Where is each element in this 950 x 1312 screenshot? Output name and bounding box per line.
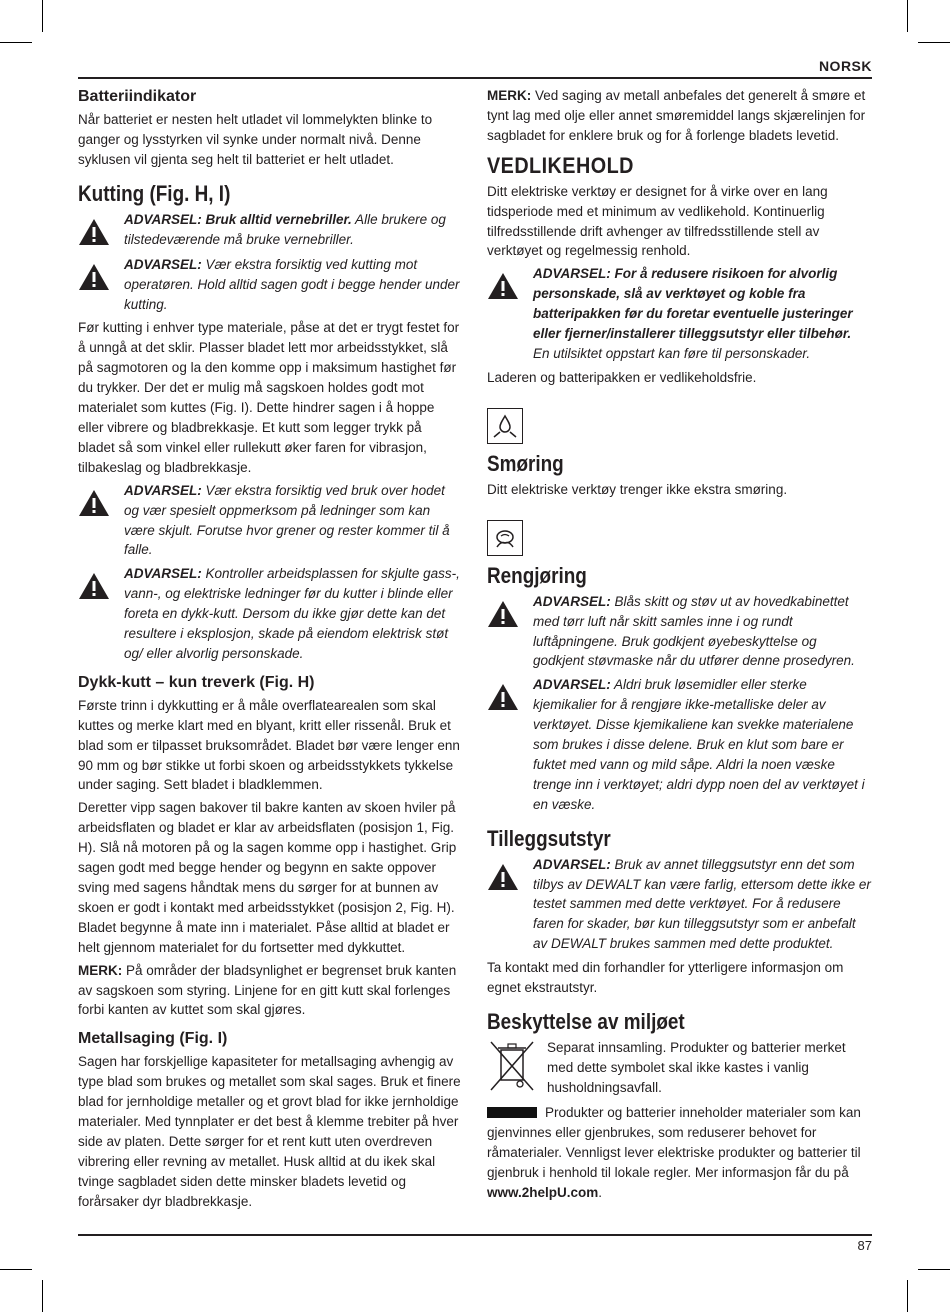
lubrication-heading: Smøring xyxy=(487,450,564,476)
environment-heading: Beskyttelse av miljøet xyxy=(487,1009,685,1034)
maintenance-free-text: Laderen og batteripakken er vedlikeholdsfrie. xyxy=(487,369,757,385)
plunge-paragraph-1: Første trinn i dykkutting er å måle overflatearealen som skal kuttes og merke klart med en blyant, kritt eller rissenål. Bruk et blad som er tilpasset bruksområdet. Bladet bør være lenger enn 90 mm og bør stikke ut forbi skoen og arbeidsstykkets tykkelse under saging. Sett bladet i bladklemmen. xyxy=(78,697,460,793)
page-number: 87 xyxy=(857,1238,872,1253)
note-text: På områder der bladsynlighet er begrenset bruk kanten av sagskoen som styring. Linjene for en gitt kutt skal forlenges forbi kanten av kuttet som skal gjøres. xyxy=(78,962,457,1018)
warning-label: ADVARSEL: xyxy=(124,482,202,498)
crop-mark xyxy=(918,1269,950,1270)
warning-text: En utilsiktet oppstart kan føre til personskader. xyxy=(533,345,811,361)
period: . xyxy=(598,1184,603,1200)
note-text: Ved saging av metall anbefales det generelt å smøre et tynt lag med olje eller annet smøremiddel langs skjærelinjen for sagbladet for enklere bruk og for å forlenge bladets levetid. xyxy=(487,88,866,143)
warning-text: Blås skitt og støv ut av hovedkabinettet med tørr luft når skitt samles inne i og rundt luftåpningene. Bruk godkjent øyebeskyttelse og godkjent støvmaske når du utfører denne prosedyren. xyxy=(533,593,855,669)
warning-label: ADVARSEL: For å redusere risikoen for alvorlig personskade, slå av verktøyet og koble fra batteripakken før du foretar eventuelle justeringer eller fjerner/installerer tilleggsutstyr eller tilbehør. xyxy=(533,266,853,342)
warning-text: Aldri bruk løsemidler eller sterke kjemikalier for å rengjøre ikke-metalliske deler av verktøyet. Disse kjemikaliene kan svekke materialene som brukes i disse delene. Bruk en klut som bare er fuktet med vann og mild såpe. Aldri la noen væske trenge inn i verktøyet; aldri dypp noen del av verktøyet i en væske. xyxy=(533,677,865,812)
accessories-heading: Tilleggsutstyr xyxy=(487,825,611,851)
separate-collection-block xyxy=(487,1038,871,1099)
lubrication-text: Ditt elektriske verktøy trenger ikke ekstra smøring. xyxy=(487,481,788,497)
note-label: MERK: xyxy=(78,962,123,978)
accessories-paragraph: Ta kontakt med din forhandler for ytterligere informasjon om egnet ekstrautstyr. xyxy=(487,960,844,996)
crop-mark xyxy=(0,42,32,43)
header-rule xyxy=(78,77,872,79)
warning-label: ADVARSEL: Bruk alltid vernebriller. xyxy=(124,211,352,227)
battery-indicator-heading: Batteriindikator xyxy=(78,88,197,105)
crop-mark xyxy=(907,0,908,32)
warning-text: Kontroller arbeidsplassen for skjulte gass-, vann-, og elektriske ledninger før du kutter i blinde eller foreta en dykk-kutt. Dersom du ikke gjør dette kan det resultere i eksplosjon, skade på eiendom elektrisk støt og/ eller alvorlig personskade. xyxy=(124,566,460,661)
warning-label: ADVARSEL: xyxy=(533,856,611,872)
crop-mark xyxy=(42,0,43,32)
warning-triangle-icon xyxy=(487,675,533,716)
separate-collection-text: Separat innsamling. Produkter og batterier merket med dette symbolet skal ikke kastes i vanlig husholdningsavfall. xyxy=(547,1040,846,1095)
recycle-paragraph xyxy=(487,1103,871,1203)
metal-sawing-heading: Metallsaging (Fig. I) xyxy=(78,1030,228,1048)
warning-triangle-icon xyxy=(487,592,533,633)
crop-mark xyxy=(907,1280,908,1312)
maintenance-heading: VEDLIKEHOLD xyxy=(487,152,634,178)
warning-block xyxy=(78,481,462,561)
cleaning-heading: Rengjøring xyxy=(487,562,587,588)
crossed-out-bin-icon xyxy=(487,1038,547,1099)
cutting-paragraph: Før kutting i enhver type materiale, påse at det er trygt festet for å unngå at det sklir. Plasser bladet lett mor arbeidsstykket, slå på sagmotoren og la den komme opp i maksimum hastighet før du trykker. Der det er mulig må sagskoen holdes godt mot materialet som kuttes (Fig. I). Dette hindrer sagen i å hoppe eller vibrere og bladbrekkasje. Et kutt som legger trykk på bladet så som vinkel eller rullekutt øker faren for vibrasjon, tilbakeslag og bladbrekkasje. xyxy=(78,320,460,475)
metal-sawing-paragraph: Sagen har forskjellige kapasiteter for metallsaging avhengig av type blad som brukes og metallet som skal sages. Bruk et finere blad for jernholdige metaller og et grovt blad for ikke jernholdige materialer. Med tynnplater er det best å klemme trebiter på hver side av platen. Dette sørger for et rent kutt uten overdreven vibrering eller revning av metallet. Husk alltid at du ikek skal tvinge sagbladet siden dette minsker bladets levetid og forårsaker dyr bladbrekkasje. xyxy=(78,1054,461,1209)
warning-block xyxy=(487,592,871,672)
language-header: NORSK xyxy=(818,58,872,74)
warning-triangle-icon xyxy=(78,210,124,251)
cutting-heading: Kutting (Fig. H, I) xyxy=(78,180,231,206)
battery-indicator-text: Når batteriet er nesten helt utladet vil lommelykten blinke to ganger og lysstyrken vil synke under normalt nivå. Denne syklusen vil gjenta seg helt til batteriet er helt utladet. xyxy=(78,112,433,167)
warning-block xyxy=(78,210,462,251)
cleaning-hands-icon xyxy=(487,520,523,556)
warning-label: ADVARSEL: xyxy=(124,256,202,272)
warning-text: Vær ekstra forsiktig ved bruk over hodet og vær spesielt oppmerksom på ledninger som kan være skjult. Forutse hvor grener og rester kommer til å falle. xyxy=(124,482,450,558)
warning-triangle-icon xyxy=(78,255,124,296)
warning-block xyxy=(487,855,871,955)
crop-mark xyxy=(42,1280,43,1312)
warning-label: ADVARSEL: xyxy=(124,566,202,582)
footer-rule xyxy=(78,1234,872,1236)
warning-text: Alle brukere og tilstedeværende må bruke vernebriller. xyxy=(124,211,446,247)
warning-block xyxy=(78,564,462,664)
website-link[interactable]: www.2helpU.com xyxy=(487,1184,599,1200)
warning-text: Bruk av annet tilleggsutstyr enn det som tilbys av DEWALT kan være farlig, ettersom dette ikke er testet sammen med dette verktøyet. For å redusere faren for skader, bør kun tilleggsutstyr som er anbefalt av DEWALT brukes sammen med dette produktet. xyxy=(533,856,871,952)
warning-text: Vær ekstra forsiktig ved kutting mot operatøren. Hold alltid sagen godt i begge hender under kutting. xyxy=(124,256,460,312)
warning-triangle-icon xyxy=(78,481,124,522)
plunge-note xyxy=(78,961,462,1021)
right-column xyxy=(487,86,871,1206)
maintenance-paragraph: Ditt elektriske verktøy er designet for å virke over en lang tidsperiode med et minimum av vedlikehold. Kontinuerlig tilfredsstillende drift avhenger av tilfredsstillende stell av verktøyet og regelmessig renhold. xyxy=(487,183,828,259)
plunge-paragraph-2: Deretter vipp sagen bakover til bakre kanten av skoen hviler på arbeidsflaten og bladet er klar av arbeidsflaten (posisjon 1, Fig. H). Slå nå motoren på og la sagen komme opp i hastighet. Grip sagen godt med begge hender og begynn en sakte oppover sving med sagens håndtak mens du sørger for at bunnen av skoen er godt i kontakt med arbeidsstykket (posisjon 2, Fig. H). Bladet begynne å mate inn i materialet. Påse alltid at bladet er helt gjennom materialet for du fortsetter med dykkuttet. xyxy=(78,800,457,955)
crop-mark xyxy=(918,42,950,43)
warning-triangle-icon xyxy=(487,855,533,896)
recycle-text: Produkter og batterier inneholder materialer som kan gjenvinnes eller gjenbrukes, som reduserer behovet for råmaterialer. Vennligst lever elektriske produkter og batterier til gjenbruk i henhold til lokale regler. Mer informasjon får du på xyxy=(487,1105,861,1180)
oil-drop-icon xyxy=(487,408,523,444)
warning-block xyxy=(487,675,871,814)
note-label: MERK: xyxy=(487,88,532,103)
plunge-cut-heading: Dykk-kutt – kun treverk (Fig. H) xyxy=(78,673,315,691)
black-bar-symbol xyxy=(487,1107,537,1118)
warning-block xyxy=(487,264,871,364)
left-column xyxy=(78,86,462,1215)
crop-mark xyxy=(0,1269,32,1270)
warning-triangle-icon xyxy=(78,564,124,605)
warning-block xyxy=(78,255,462,315)
metal-note xyxy=(487,86,871,146)
warning-triangle-icon xyxy=(487,264,533,305)
warning-label: ADVARSEL: xyxy=(533,677,611,693)
warning-label: ADVARSEL: xyxy=(533,593,611,609)
